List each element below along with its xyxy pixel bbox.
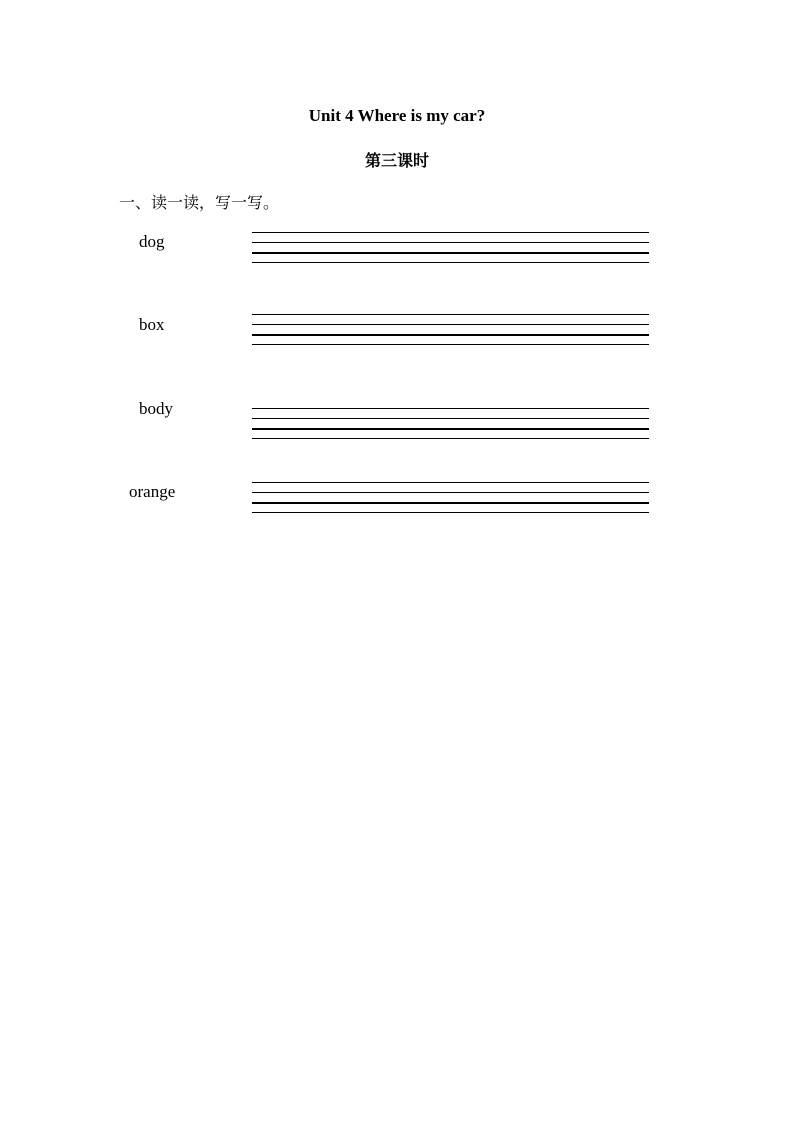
writing-line bbox=[252, 502, 649, 504]
writing-line bbox=[252, 262, 649, 263]
writing-line bbox=[252, 232, 649, 233]
writing-line bbox=[252, 428, 649, 430]
writing-line bbox=[252, 482, 649, 483]
writing-line bbox=[252, 252, 649, 254]
lesson-subtitle: 第三课时 bbox=[364, 151, 429, 170]
writing-line bbox=[252, 492, 649, 493]
writing-line bbox=[252, 408, 649, 409]
word-orange: orange bbox=[129, 482, 176, 501]
writing-lines-dog[interactable] bbox=[252, 232, 649, 264]
word-body: body bbox=[139, 399, 173, 418]
word-dog: dog bbox=[139, 232, 165, 251]
page-title: Unit 4 Where is my car? bbox=[308, 106, 486, 125]
writing-line bbox=[252, 512, 649, 513]
exercise-instruction: 一、读一读，写一写。 bbox=[119, 193, 280, 212]
writing-lines-body[interactable] bbox=[252, 408, 649, 440]
writing-line bbox=[252, 438, 649, 439]
writing-line bbox=[252, 334, 649, 336]
writing-lines-box[interactable] bbox=[252, 314, 649, 346]
writing-line bbox=[252, 324, 649, 325]
writing-lines-orange[interactable] bbox=[252, 482, 649, 514]
word-box: box bbox=[139, 315, 165, 334]
writing-line bbox=[252, 344, 649, 345]
writing-line bbox=[252, 242, 649, 243]
writing-line bbox=[252, 418, 649, 419]
writing-line bbox=[252, 314, 649, 315]
